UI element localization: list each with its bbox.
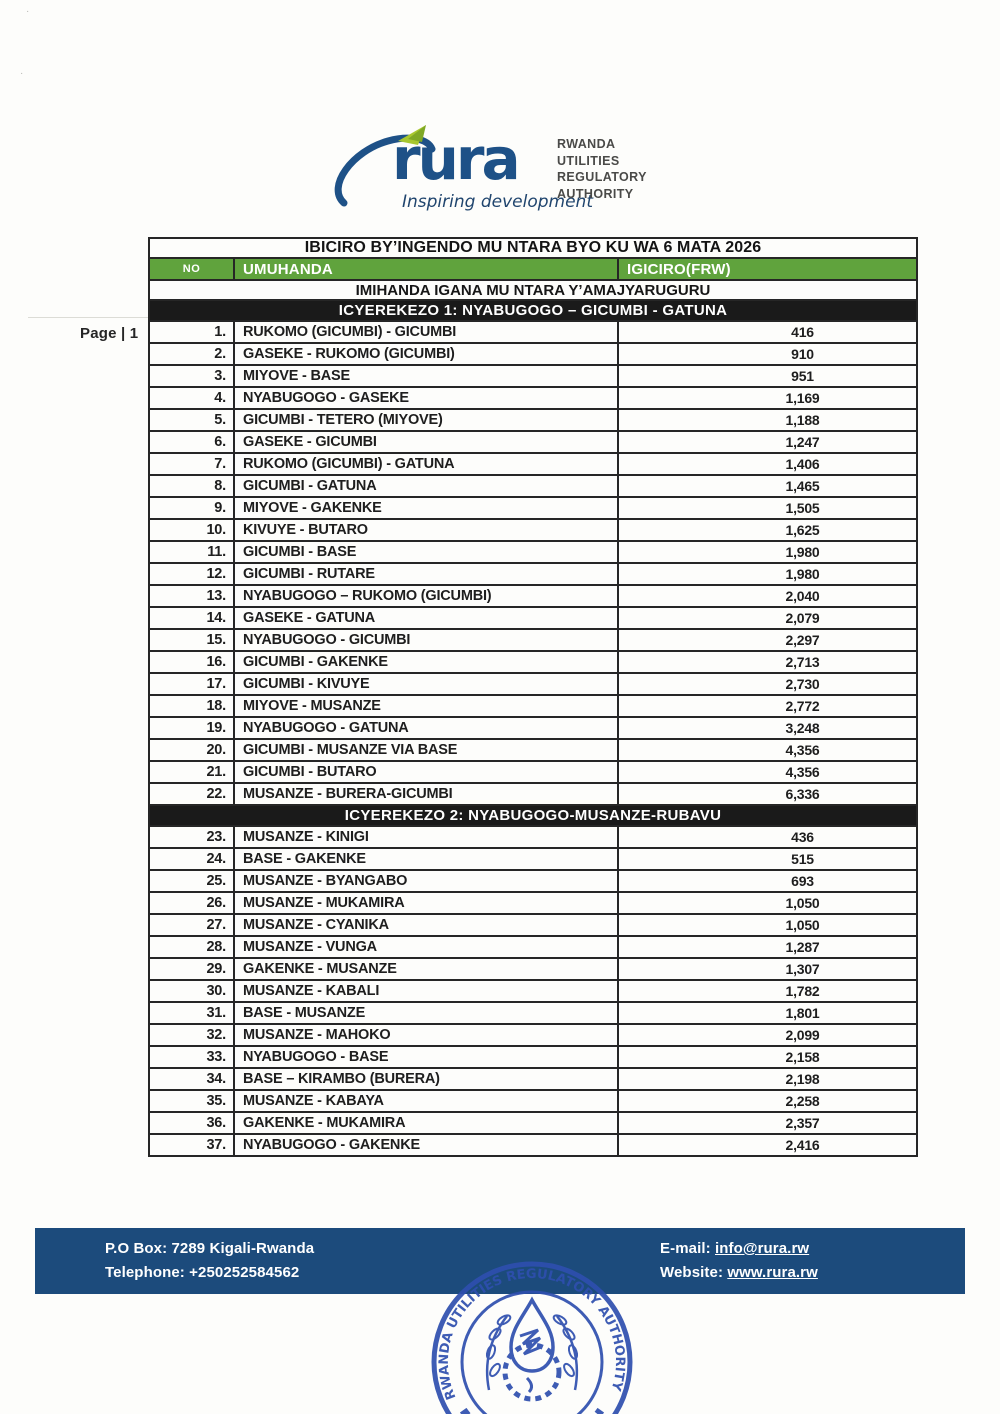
route-cell: MIYOVE - BASE — [234, 365, 618, 387]
price-cell: 1,980 — [618, 541, 917, 563]
row-number-cell: 32. — [149, 1024, 234, 1046]
table-row — [149, 1090, 917, 1112]
route-cell: MUSANZE - CYANIKA — [234, 914, 618, 936]
table-row — [149, 892, 917, 914]
price-cell: 2,198 — [618, 1068, 917, 1090]
route-cell: MUSANZE - KINIGI — [234, 826, 618, 848]
table-row — [149, 783, 917, 805]
table-row — [149, 585, 917, 607]
route-cell: MUSANZE - MAHOKO — [234, 1024, 618, 1046]
table-row — [149, 1024, 917, 1046]
price-cell: 1,782 — [618, 980, 917, 1002]
route-cell: GICUMBI - RUTARE — [234, 563, 618, 585]
row-number-cell: 7. — [149, 453, 234, 475]
row-number-cell: 29. — [149, 958, 234, 980]
table-row — [149, 739, 917, 761]
table-row — [149, 695, 917, 717]
price-cell: 1,247 — [618, 431, 917, 453]
route-cell: MUSANZE - KABAYA — [234, 1090, 618, 1112]
table-row — [149, 1002, 917, 1024]
row-number-cell: 3. — [149, 365, 234, 387]
route-cell: MUSANZE - MUKAMIRA — [234, 892, 618, 914]
section-header-row — [149, 300, 917, 321]
row-number-cell: 10. — [149, 519, 234, 541]
region-header-row — [149, 280, 917, 300]
table-row — [149, 958, 917, 980]
route-cell: GICUMBI - TETERO (MIYOVE) — [234, 409, 618, 431]
row-number-cell: 31. — [149, 1002, 234, 1024]
route-cell: GAKENKE - MUSANZE — [234, 958, 618, 980]
table-title-row — [149, 238, 917, 258]
route-cell: GAKENKE - MUKAMIRA — [234, 1112, 618, 1134]
website-label: Website: — [660, 1264, 728, 1281]
row-number-cell: 19. — [149, 717, 234, 739]
po-box-text: P.O Box: 7289 Kigali-Rwanda — [105, 1240, 315, 1257]
route-cell: GICUMBI - MUSANZE VIA BASE — [234, 739, 618, 761]
table-row — [149, 914, 917, 936]
price-cell: 2,730 — [618, 673, 917, 695]
table-row — [149, 409, 917, 431]
price-cell: 693 — [618, 870, 917, 892]
route-cell: GICUMBI - KIVUYE — [234, 673, 618, 695]
table-row — [149, 365, 917, 387]
route-cell: GICUMBI - GATUNA — [234, 475, 618, 497]
section-header: ICYEREKEZO 1: NYABUGOGO – GICUMBI - GATUNA — [149, 300, 917, 321]
table-row — [149, 826, 917, 848]
route-cell: RUKOMO (GICUMBI) - GICUMBI — [234, 321, 618, 343]
route-cell: MUSANZE - BYANGABO — [234, 870, 618, 892]
route-cell: GICUMBI - BUTARO — [234, 761, 618, 783]
price-cell: 1,050 — [618, 892, 917, 914]
row-number-cell: 1. — [149, 321, 234, 343]
column-header-no: NO — [149, 258, 234, 280]
logo-brand-text: rura — [392, 125, 518, 193]
website-line — [660, 1261, 818, 1285]
route-cell: NYABUGOGO – RUKOMO (GICUMBI) — [234, 585, 618, 607]
price-cell: 2,158 — [618, 1046, 917, 1068]
table-row — [149, 497, 917, 519]
org-name-block — [557, 136, 647, 202]
route-cell: MUSANZE - KABALI — [234, 980, 618, 1002]
official-stamp — [423, 1250, 641, 1414]
route-cell: GASEKE - GATUNA — [234, 607, 618, 629]
table-row — [149, 870, 917, 892]
row-number-cell: 24. — [149, 848, 234, 870]
price-cell: 1,307 — [618, 958, 917, 980]
fare-table — [148, 237, 918, 1157]
table-title: IBICIRO BY’INGENDO MU NTARA BYO KU WA 6 MATA 2026 — [149, 238, 917, 258]
footer-contact-right — [660, 1237, 818, 1285]
table-row — [149, 453, 917, 475]
route-cell: NYABUGOGO - GAKENKE — [234, 1134, 618, 1156]
section-header-row — [149, 805, 917, 826]
price-cell: 416 — [618, 321, 917, 343]
row-number-cell: 8. — [149, 475, 234, 497]
footer-contact-left — [105, 1237, 314, 1285]
org-line: REGULATORY — [557, 170, 647, 184]
row-number-cell: 26. — [149, 892, 234, 914]
table-row — [149, 321, 917, 343]
email-line — [660, 1237, 818, 1261]
row-number-cell: 27. — [149, 914, 234, 936]
row-number-cell: 13. — [149, 585, 234, 607]
row-number-cell: 4. — [149, 387, 234, 409]
region-header: IMIHANDA IGANA MU NTARA Y’AMAJYARUGURU — [149, 280, 917, 300]
price-cell: 2,099 — [618, 1024, 917, 1046]
table-row — [149, 629, 917, 651]
price-cell: 4,356 — [618, 761, 917, 783]
route-cell: RUKOMO (GICUMBI) - GATUNA — [234, 453, 618, 475]
org-line: RWANDA — [557, 137, 616, 151]
logo-tagline-text: Inspiring development — [402, 192, 593, 212]
row-number-cell: 15. — [149, 629, 234, 651]
row-number-cell: 16. — [149, 651, 234, 673]
route-cell: KIVUYE - BUTARO — [234, 519, 618, 541]
row-number-cell: 37. — [149, 1134, 234, 1156]
email-link-text: info@rura.rw — [714, 1240, 810, 1257]
table-row — [149, 563, 917, 585]
table-row — [149, 343, 917, 365]
page-number-label: Page | 1 — [80, 325, 139, 342]
table-row — [149, 673, 917, 695]
scan-artifact: · — [20, 68, 24, 79]
row-number-cell: 17. — [149, 673, 234, 695]
route-cell: MUSANZE - VUNGA — [234, 936, 618, 958]
price-cell: 2,079 — [618, 607, 917, 629]
table-row — [149, 848, 917, 870]
website-link-text: www.rura.rw — [727, 1264, 818, 1281]
route-cell: MIYOVE - MUSANZE — [234, 695, 618, 717]
stamp-icon — [423, 1250, 641, 1414]
price-cell: 1,188 — [618, 409, 917, 431]
column-header-route: UMUHANDA — [234, 258, 618, 280]
table-row — [149, 936, 917, 958]
route-cell: NYABUGOGO - GASEKE — [234, 387, 618, 409]
price-cell: 1,287 — [618, 936, 917, 958]
route-cell: NYABUGOGO - GICUMBI — [234, 629, 618, 651]
price-cell: 2,297 — [618, 629, 917, 651]
row-number-cell: 30. — [149, 980, 234, 1002]
row-number-cell: 34. — [149, 1068, 234, 1090]
price-cell: 2,258 — [618, 1090, 917, 1112]
route-cell: GICUMBI - GAKENKE — [234, 651, 618, 673]
price-cell: 1,505 — [618, 497, 917, 519]
price-cell: 2,040 — [618, 585, 917, 607]
org-line: UTILITIES — [557, 153, 620, 168]
row-number-cell: 6. — [149, 431, 234, 453]
row-number-cell: 18. — [149, 695, 234, 717]
route-cell: MIYOVE - GAKENKE — [234, 497, 618, 519]
table-row — [149, 387, 917, 409]
row-number-cell: 12. — [149, 563, 234, 585]
price-cell: 1,406 — [618, 453, 917, 475]
route-cell: BASE – KIRAMBO (BURERA) — [234, 1068, 618, 1090]
price-cell: 2,357 — [618, 1112, 917, 1134]
row-number-cell: 35. — [149, 1090, 234, 1112]
table-row — [149, 541, 917, 563]
row-number-cell: 2. — [149, 343, 234, 365]
table-row — [149, 1134, 917, 1156]
table-row — [149, 717, 917, 739]
route-cell: GICUMBI - BASE — [234, 541, 618, 563]
table-row — [149, 519, 917, 541]
org-line: AUTHORITY — [557, 186, 634, 201]
column-header-row — [149, 258, 917, 280]
price-cell: 1,169 — [618, 387, 917, 409]
row-number-cell: 11. — [149, 541, 234, 563]
row-number-cell: 14. — [149, 607, 234, 629]
row-number-cell: 23. — [149, 826, 234, 848]
route-cell: GASEKE - RUKOMO (GICUMBI) — [234, 343, 618, 365]
table-row — [149, 607, 917, 629]
page-label-rule — [28, 317, 154, 318]
route-cell: GASEKE - GICUMBI — [234, 431, 618, 453]
route-cell: NYABUGOGO - GATUNA — [234, 717, 618, 739]
table-row — [149, 1068, 917, 1090]
row-number-cell: 21. — [149, 761, 234, 783]
price-cell: 436 — [618, 826, 917, 848]
table-row — [149, 1046, 917, 1068]
route-cell: BASE - GAKENKE — [234, 848, 618, 870]
price-cell: 2,713 — [618, 651, 917, 673]
row-number-cell: 33. — [149, 1046, 234, 1068]
price-cell: 515 — [618, 848, 917, 870]
row-number-cell: 5. — [149, 409, 234, 431]
stamp-ring-text: RWANDA UTILITIES REGULATORY AUTHORITY — [436, 1266, 628, 1402]
price-cell: 1,050 — [618, 914, 917, 936]
price-cell: 1,980 — [618, 563, 917, 585]
table-row — [149, 1112, 917, 1134]
price-cell: 4,356 — [618, 739, 917, 761]
price-cell: 6,336 — [618, 783, 917, 805]
price-cell: 1,801 — [618, 1002, 917, 1024]
column-header-price: IGICIRO(FRW) — [618, 258, 917, 280]
row-number-cell: 36. — [149, 1112, 234, 1134]
table-row — [149, 761, 917, 783]
row-number-cell: 28. — [149, 936, 234, 958]
price-cell: 951 — [618, 365, 917, 387]
table-row — [149, 651, 917, 673]
row-number-cell: 20. — [149, 739, 234, 761]
row-number-cell: 9. — [149, 497, 234, 519]
price-cell: 2,772 — [618, 695, 917, 717]
telephone-text: Telephone: +250252584562 — [105, 1264, 300, 1281]
route-cell: MUSANZE - BURERA-GICUMBI — [234, 783, 618, 805]
row-number-cell: 25. — [149, 870, 234, 892]
price-cell: 3,248 — [618, 717, 917, 739]
section-header: ICYEREKEZO 2: NYABUGOGO-MUSANZE-RUBAVU — [149, 805, 917, 826]
table-row — [149, 475, 917, 497]
route-cell: NYABUGOGO - BASE — [234, 1046, 618, 1068]
scan-artifact: · — [26, 6, 30, 17]
table-row — [149, 980, 917, 1002]
table-row — [149, 431, 917, 453]
price-cell: 910 — [618, 343, 917, 365]
price-cell: 2,416 — [618, 1134, 917, 1156]
row-number-cell: 22. — [149, 783, 234, 805]
email-label: E-mail: — [660, 1240, 715, 1257]
route-cell: BASE - MUSANZE — [234, 1002, 618, 1024]
fare-table-body — [149, 238, 917, 1156]
price-cell: 1,625 — [618, 519, 917, 541]
price-cell: 1,465 — [618, 475, 917, 497]
